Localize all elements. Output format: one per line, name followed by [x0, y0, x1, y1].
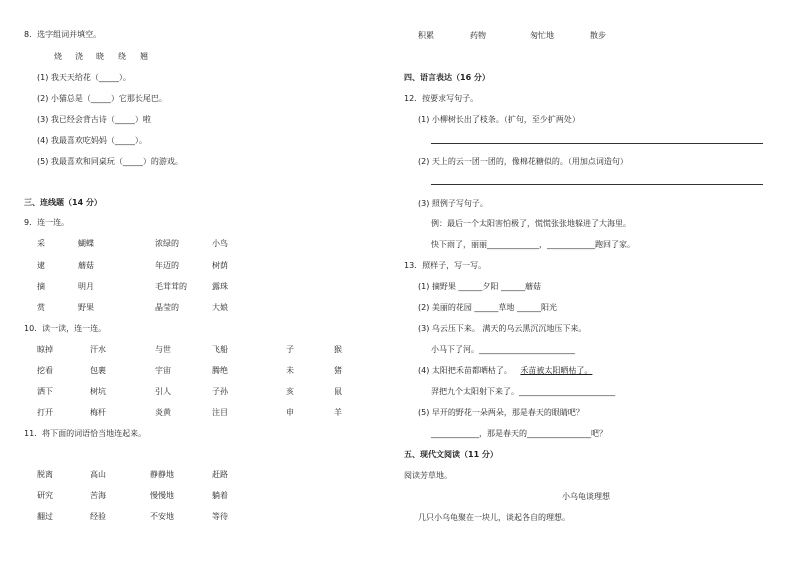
- top-word: 药物: [470, 31, 486, 40]
- q10-cell: 未: [286, 366, 294, 375]
- q10-cell: 猪: [334, 366, 342, 375]
- q11-cell: 苦海: [90, 491, 106, 500]
- q11-cell: 研究: [37, 491, 53, 500]
- q8-title: 8．选字组词并填空。: [24, 30, 102, 39]
- answer-line: [431, 143, 763, 144]
- q9-cell: 逮: [37, 261, 45, 270]
- q11-cell: 不安地: [150, 512, 174, 521]
- q10-cell: 树坑: [90, 387, 106, 396]
- q9-cell: 采: [37, 239, 45, 248]
- q10-cell: 申: [286, 408, 294, 417]
- top-word: 散步: [590, 31, 606, 40]
- q10-cell: 梅杆: [90, 408, 106, 417]
- q8-char: 绕: [118, 52, 126, 61]
- q10-cell: 亥: [286, 387, 294, 396]
- q13-item-4-example: 禾苗被太阳晒枯了。: [520, 366, 593, 375]
- q9-cell: 小鸟: [212, 239, 228, 248]
- q10-cell: 晾掉: [37, 345, 53, 354]
- q9-cell: 树荫: [212, 261, 228, 270]
- q11-cell: 躺着: [212, 491, 228, 500]
- q10-cell: 炎黄: [155, 408, 171, 417]
- q10-cell: 洒下: [37, 387, 53, 396]
- q9-cell: 赏: [37, 303, 45, 312]
- q8-char: 烧: [54, 52, 62, 61]
- q8-item-3: (3) 我已经会背古诗（_____）啦: [37, 115, 151, 124]
- q8-char: 翘: [140, 52, 148, 61]
- top-word: 积累: [418, 31, 434, 40]
- q12-item-1: (1) 小柳树长出了枝条。（扩句，至少扩两处）: [418, 115, 580, 124]
- q9-cell: 蝴蝶: [78, 239, 94, 248]
- q9-cell: 浓绿的: [155, 239, 179, 248]
- q8-char: 浇: [75, 52, 83, 61]
- q12-fill: 快下雨了，丽丽_____________，____________跑回了家。: [431, 240, 635, 249]
- q11-cell: 静静地: [150, 470, 174, 479]
- q11-cell: 经验: [90, 512, 106, 521]
- q10-cell: 子孙: [212, 387, 228, 396]
- q10-cell: 注目: [212, 408, 228, 417]
- section-4-heading: 四、语言表达（16 分）: [404, 73, 490, 82]
- q8-item-2: (2) 小猫总是（_____）它那长尾巴。: [37, 94, 167, 103]
- q10-cell: 腾绝: [212, 366, 228, 375]
- answer-line: [431, 184, 763, 185]
- q10-cell: 与世: [155, 345, 171, 354]
- q13-item-4-fill: 羿把九个太阳射下来了。________________________: [431, 387, 615, 396]
- q9-cell: 明月: [78, 282, 94, 291]
- q9-cell: 野果: [78, 303, 94, 312]
- q11-cell: 脱离: [37, 470, 53, 479]
- q9-cell: 晶莹的: [155, 303, 179, 312]
- q13-item-3-fill: 小马下了河。________________________: [431, 345, 575, 354]
- q13-item-2: (2) 美丽的花园 ______草地 ______阳光: [418, 303, 557, 312]
- q9-cell: 蘑菇: [78, 261, 94, 270]
- q13-item-5: (5) 早开的野花一朵两朵，那是春天的眼睛吧？: [418, 408, 584, 417]
- q8-char: 晓: [96, 52, 104, 61]
- story-first-line: 几只小乌龟聚在一块儿，谈起各自的理想。: [418, 513, 570, 522]
- q10-cell: 羊: [334, 408, 342, 417]
- q9-cell: 摘: [37, 282, 45, 291]
- q9-cell: 毛茸茸的: [155, 282, 187, 291]
- q10-cell: 包裹: [90, 366, 106, 375]
- q12-example: 例：最后一个太阳害怕极了，慌慌张张地躲进了大海里。: [431, 219, 631, 228]
- section-3-heading: 三、连线题（14 分）: [24, 198, 102, 207]
- q11-cell: 等待: [212, 512, 228, 521]
- q10-cell: 猴: [334, 345, 342, 354]
- q12-title: 12．按要求写句子。: [404, 94, 479, 103]
- q13-item-3: (3) 乌云压下来。 满天的乌云黑沉沉地压下来。: [418, 324, 587, 333]
- q13-item-4-source: (4) 太阳把禾苗都晒枯了。: [418, 366, 512, 375]
- q13-item-5-fill: ____________，那是春天的________________吧？: [431, 429, 607, 438]
- q10-cell: 引人: [155, 387, 171, 396]
- q11-cell: 翻过: [37, 512, 53, 521]
- q13-title: 13．照样子，写一写。: [404, 261, 487, 270]
- q9-title: 9．连一连。: [24, 218, 70, 227]
- top-word: 匆忙地: [530, 31, 554, 40]
- q9-cell: 大娘: [212, 303, 228, 312]
- q10-cell: 挖看: [37, 366, 53, 375]
- q12-item-2: (2) 天上的云一团一团的，像棉花糖似的。（用加点词造句）: [418, 157, 628, 166]
- q11-title: 11．将下面的词语恰当地连起来。: [24, 429, 147, 438]
- q9-cell: 露珠: [212, 282, 228, 291]
- q10-title: 10．读一读，连一连。: [24, 324, 107, 333]
- q11-cell: 高山: [90, 470, 106, 479]
- q10-cell: 鼠: [334, 387, 342, 396]
- q13-item-1: (1) 摘野果 ______夕阳 ______蘑菇: [418, 282, 541, 291]
- q8-item-4: (4) 我最喜欢吃妈妈（_____）。: [37, 136, 147, 145]
- q10-cell: 宇宙: [155, 366, 171, 375]
- q9-cell: 年迈的: [155, 261, 179, 270]
- q8-item-5: (5) 我最喜欢和同桌玩（_____）的游戏。: [37, 157, 183, 166]
- section-5-heading: 五、现代文阅读（11 分）: [404, 450, 498, 459]
- q8-item-1: (1) 我天天给花（_____）。: [37, 73, 131, 82]
- q10-cell: 子: [286, 345, 294, 354]
- q12-item-3: (3) 照例子写句子。: [418, 199, 488, 208]
- q11-cell: 赶路: [212, 470, 228, 479]
- q10-cell: 飞船: [212, 345, 228, 354]
- story-title: 小乌龟谈理想: [562, 492, 610, 501]
- reading-intro: 阅读芳草地。: [404, 471, 452, 480]
- q10-cell: 汗水: [90, 345, 106, 354]
- q13-item-4: [418, 366, 592, 376]
- q11-cell: 慢慢地: [150, 491, 174, 500]
- q10-cell: 打开: [37, 408, 53, 417]
